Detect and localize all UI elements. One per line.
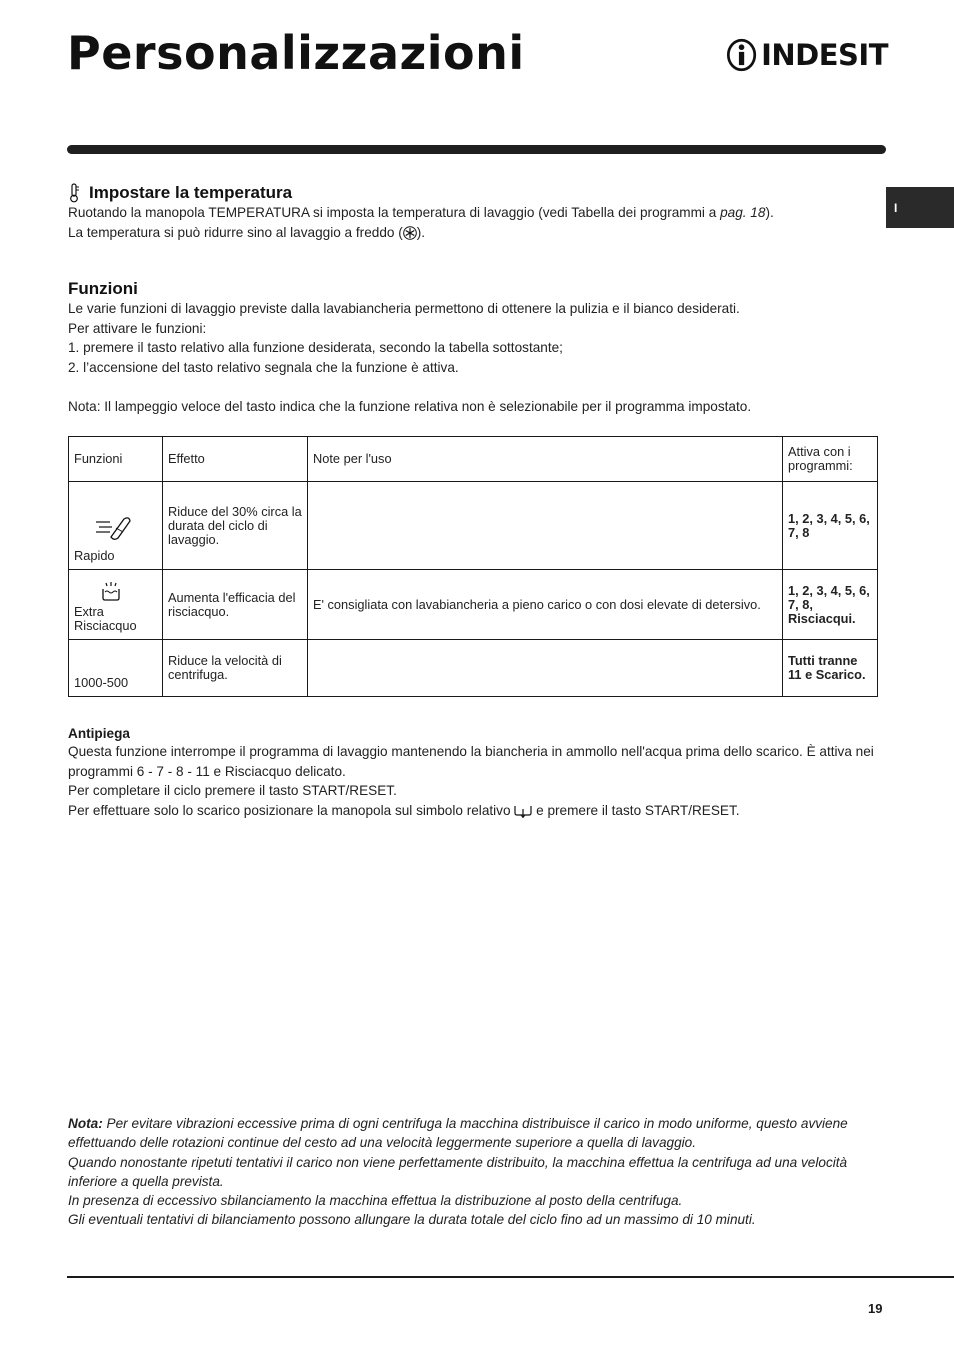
funzioni-step-1: 1. premere il tasto relativo alla funzione desiderata, secondo la tabella sottostante; <box>68 340 563 355</box>
table-header-row <box>69 437 878 482</box>
function-name: Extra Risciacquo <box>74 604 137 633</box>
nota-p1: Per evitare vibrazioni eccessive prima di ogni centrifuga la macchina distribuisce il carico in modo uniforme, questo avviene effettuando delle rotazioni continue del cesto ad una velocità leggermente superiore a quella di lavaggio. <box>68 1116 848 1151</box>
antipiega-heading: Antipiega <box>68 726 130 741</box>
funzioni-heading: Funzioni <box>68 279 138 298</box>
function-cell <box>69 570 163 640</box>
table-header: Effetto <box>163 437 308 482</box>
language-tab: I <box>886 187 954 228</box>
programs-cell: 1, 2, 3, 4, 5, 6, 7, 8 <box>783 482 878 570</box>
programs-cell: Tutti tranne 11 e Scarico. <box>783 640 878 697</box>
effect-cell: Riduce la velocità di centrifuga. <box>163 640 308 697</box>
header-rule <box>67 145 886 154</box>
function-cell <box>69 482 163 570</box>
brand-name: INDESIT <box>761 37 888 72</box>
table-row <box>69 640 878 697</box>
antipiega-text <box>68 742 874 820</box>
temperature-line2: La temperatura si può ridurre sino al lavaggio a freddo ( <box>68 224 403 240</box>
funzioni-intro: Le varie funzioni di lavaggio previste dalla lavabiancheria permettono di ottenere la pulizia e il bianco desiderati. <box>68 301 740 316</box>
effect-cell: Aumenta l'efficacia del risciacquo. <box>163 570 308 640</box>
indesit-logo-icon <box>726 34 757 76</box>
function-name: Rapido <box>74 548 115 563</box>
nota-p2: Quando nonostante ripetuti tentativi il carico non viene perfettamente distribuito, la macchina effettua la centrifuga ad una velocità inferiore a quella prevista. <box>68 1154 848 1189</box>
funzioni-activate: Per attivare le funzioni: <box>68 320 207 336</box>
antipiega-line-3-end: e premere il tasto START/RESET. <box>536 802 740 818</box>
funzioni-note: Nota: Il lampeggio veloce del tasto indica che la funzione relativa non è selezionabile per il programma impostato. <box>68 398 752 414</box>
function-cell <box>69 640 163 697</box>
extra-risciacquo-icon <box>100 581 122 601</box>
table-row <box>69 482 878 570</box>
antipiega-line-3: Per effettuare solo lo scarico posizionare la manopola sul simbolo relativo <box>68 802 511 818</box>
function-name: 1000-500 <box>74 675 129 690</box>
nota-p4: Gli eventuali tentativi di bilanciamento possono allungare la durata totale del ciclo fino ad un massimo di 10 minuti. <box>68 1212 756 1228</box>
nota-p3: In presenza di eccessivo sbilanciamento la macchina effettua la distribuzione al posto della centrifuga. <box>68 1193 683 1209</box>
temperature-line1-end: ). <box>765 205 774 220</box>
footer-rule <box>67 1276 954 1278</box>
page-title: Personalizzazioni <box>67 26 525 80</box>
rapido-icon <box>94 515 132 541</box>
table-header: Note per l'uso <box>308 437 783 482</box>
funzioni-step-2: 2. l’accensione del tasto relativo segnala che la funzione è attiva. <box>68 359 459 375</box>
table-row <box>69 570 878 640</box>
nota-label: Nota: <box>68 1116 103 1131</box>
programs-cell: 1, 2, 3, 4, 5, 6, 7, 8, Risciacqui. <box>783 570 878 640</box>
nota-block <box>68 1114 868 1230</box>
drain-icon <box>514 804 532 818</box>
antipiega-line-2: Per completare il ciclo premere il tasto START/RESET. <box>68 783 397 798</box>
note-cell <box>308 640 783 697</box>
effect-cell: Riduce del 30% circa la durata del ciclo di lavaggio. <box>163 482 308 570</box>
temperature-heading: Impostare la temperatura <box>89 183 293 202</box>
note-cell: E' consigliata con lavabiancheria a pieno carico o con dosi elevate di detersivo. <box>308 570 783 640</box>
temperature-text <box>68 203 874 242</box>
funzioni-text <box>68 299 874 416</box>
antipiega-line-1: Questa funzione interrompe il programma di lavaggio mantenendo la biancheria in ammollo nell'acqua prima dello scarico. È attiva nei programmi 6 - 7 - 8 - 11 e Risciacquo delicato. <box>68 744 874 779</box>
page-number: 19 <box>868 1301 883 1316</box>
table-header: Funzioni <box>69 437 163 482</box>
indesit-logo <box>726 34 888 76</box>
note-cell <box>308 482 783 570</box>
thermometer-icon <box>68 183 80 203</box>
temperature-line1: Ruotando la manopola TEMPERATURA si imposta la temperatura di lavaggio (vedi Tabella dei programmi a <box>68 205 721 220</box>
temperature-line2-end: ). <box>416 224 426 240</box>
table-header: Attiva con i programmi: <box>783 437 878 482</box>
page-reference: pag. 18 <box>720 205 766 220</box>
functions-table <box>68 436 878 697</box>
snowflake-icon <box>403 226 417 240</box>
